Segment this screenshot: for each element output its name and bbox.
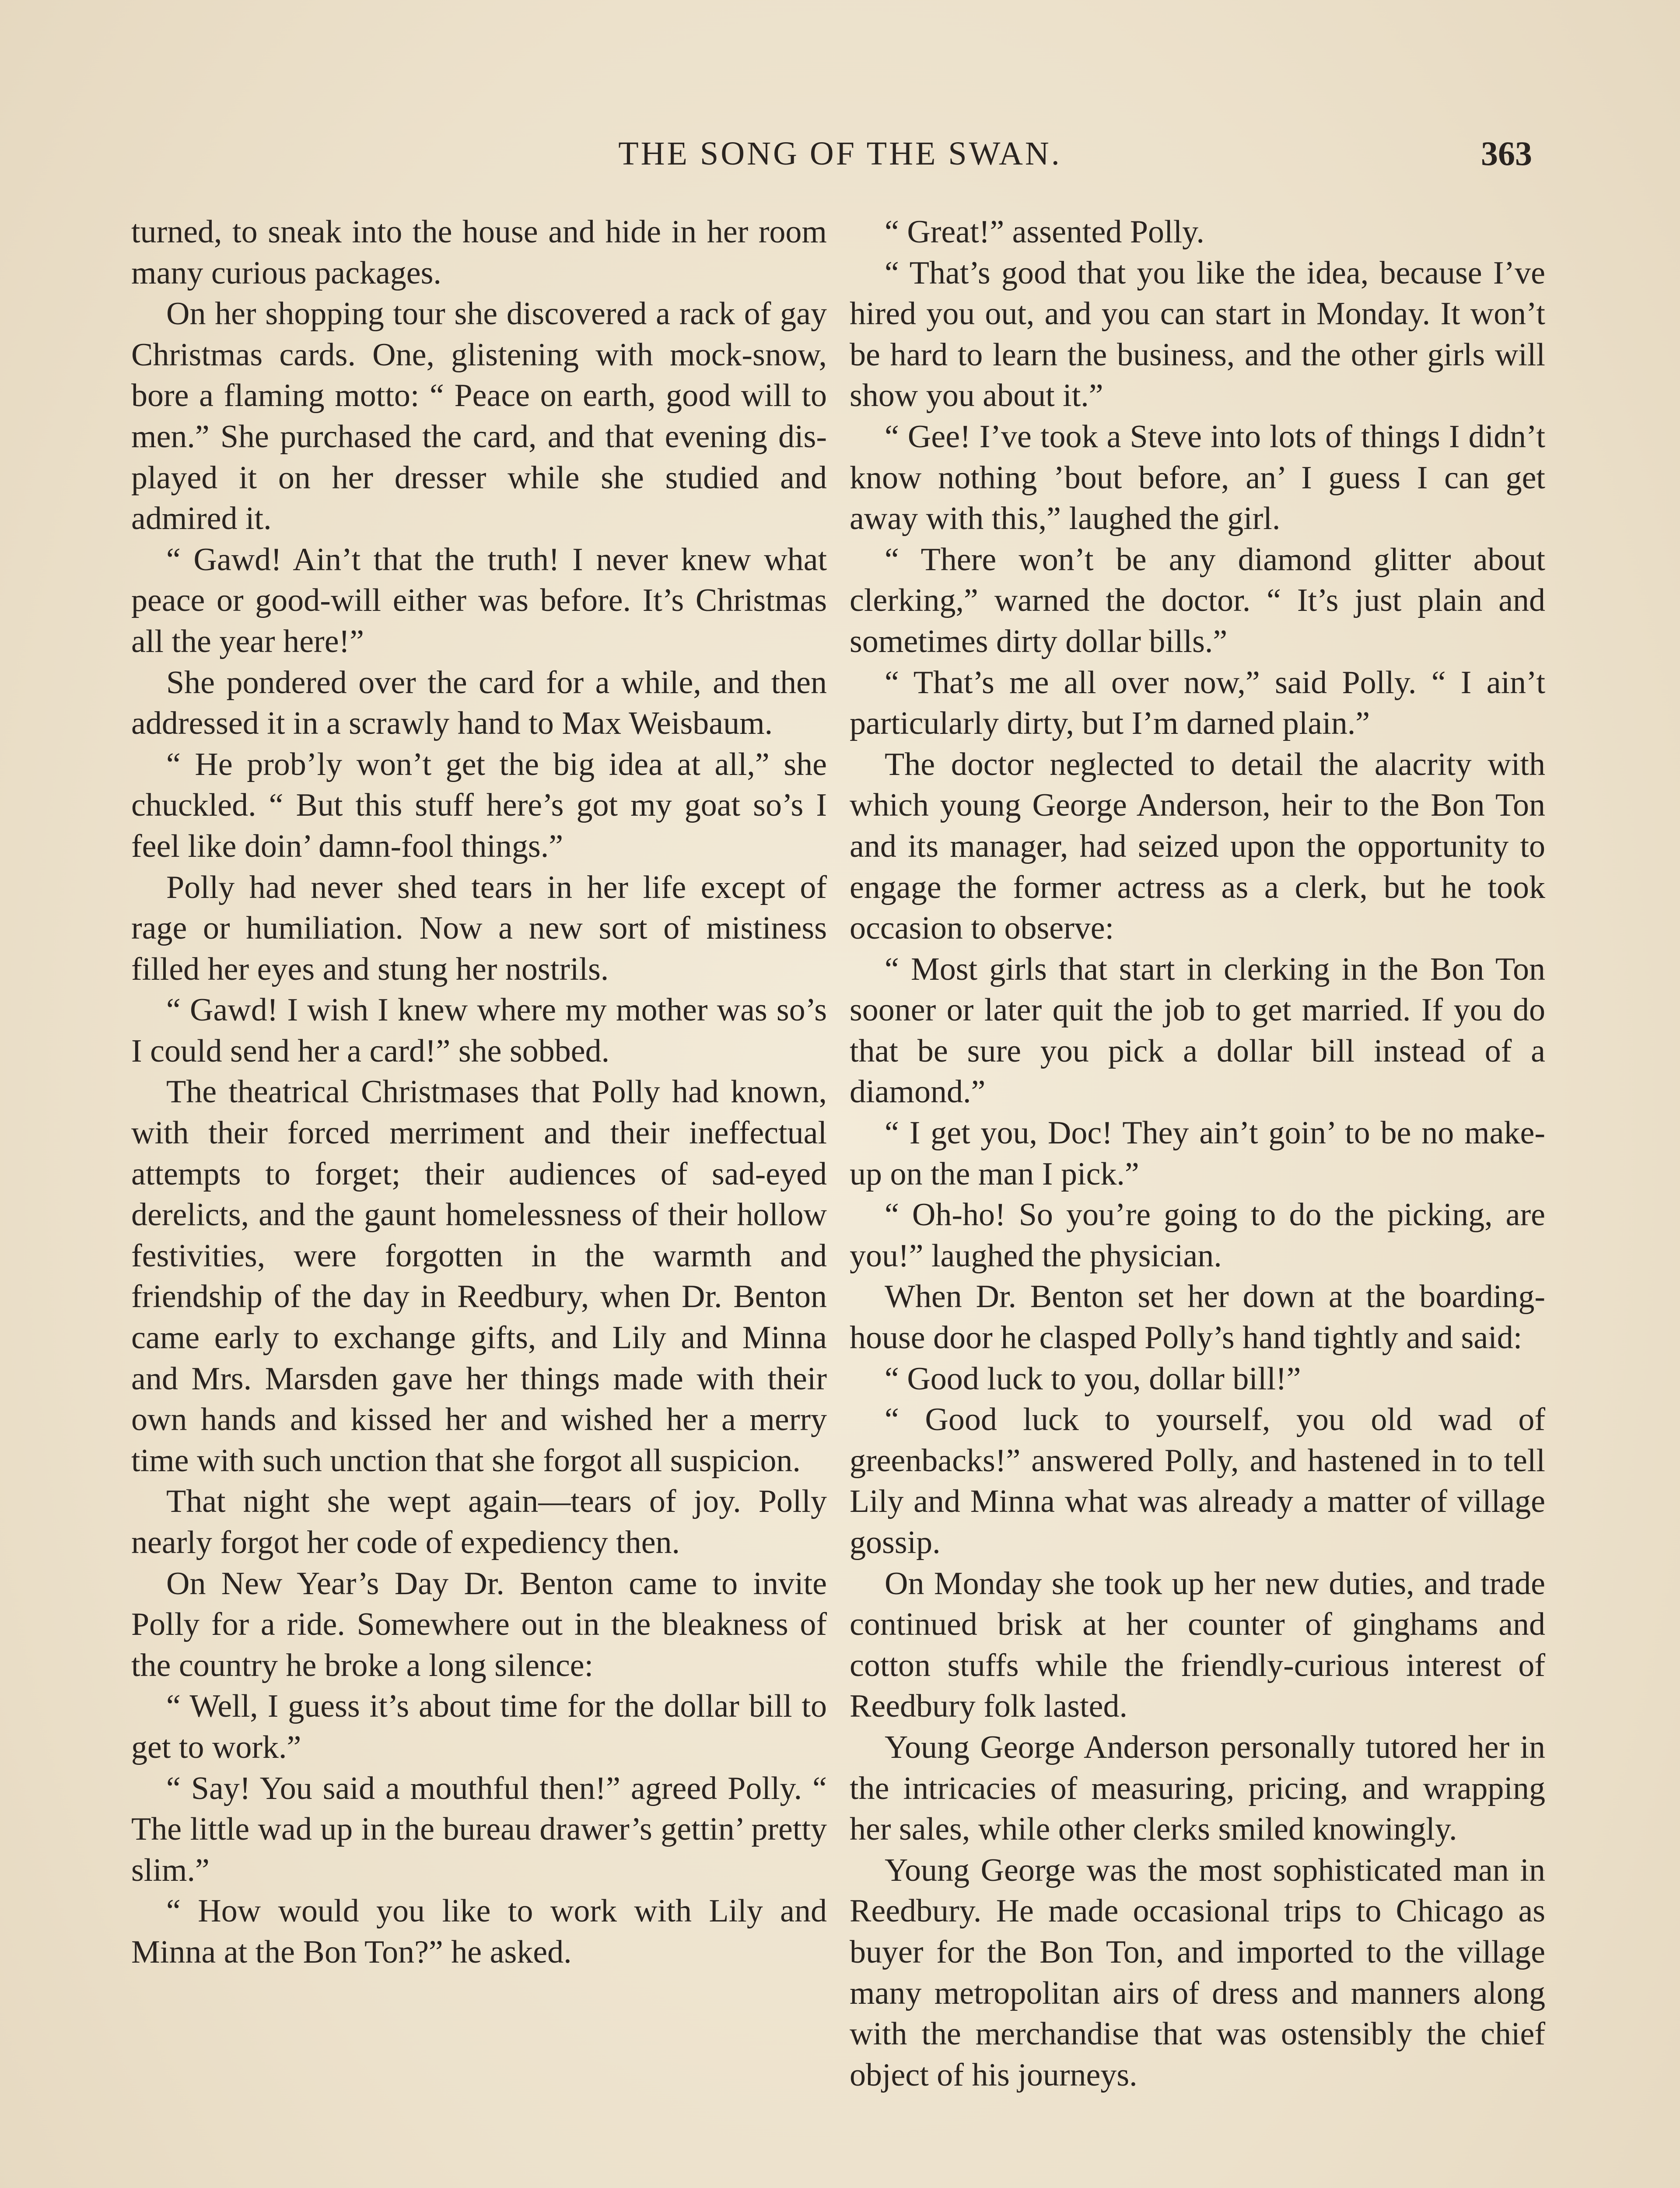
running-title: THE SONG OF THE SWAN. xyxy=(618,135,1062,172)
paragraph: Young George was the most sophisticated man in Reedbury. He made occasional trips to Chicago as buyer for the Bon Ton, and imported to the village many metropolitan airs of dress and manners along with the merchandise that was ostensibly the chief object of his journeys. xyxy=(850,1852,1545,2093)
paragraph: The doctor neglected to detail the alacrity with which young George Anderson, heir to the Bon Ton and its manager, had seized upon the opportunity to engage the former actress as a clerk, but he took occasion to observe: xyxy=(850,746,1545,947)
page-number: 363 xyxy=(1481,134,1532,172)
paragraph: “ That’s good that you like the idea, because I’ve hired you out, and you can start in Monday. It won’t be hard to learn the business, and the other girls will show you about it.” xyxy=(850,255,1545,414)
paragraph: “ Most girls that start in clerking in the Bon Ton sooner or later quit the job to get married. If you do that be sure you pick a dollar bill instead of a diamond.” xyxy=(850,951,1545,1110)
paragraph: “ I get you, Doc! They ain’t goin’ to be no make-up on the man I pick.” xyxy=(850,1115,1545,1192)
paragraph: On her shopping tour she discovered a rack of gay Christmas cards. One, glistening with mock-snow, bore a flaming motto: “ Peace on earth, good will to men.” She purchased the card, and that evening displayed it on her dresser while she studied and admired it. xyxy=(131,296,827,537)
paragraph: That night she wept again—tears of joy. Polly nearly forgot her code of expediency then. xyxy=(131,1483,827,1560)
paragraph: “ Say! You said a mouthful then!” agreed Polly. “ The little wad up in the bureau drawer’s gettin’ pretty slim.” xyxy=(131,1770,827,1888)
paragraph: “ Well, I guess it’s about time for the dollar bill to get to work.” xyxy=(131,1688,827,1765)
paragraph: “ Good luck to you, dollar bill!” xyxy=(885,1360,1301,1397)
paragraph: When Dr. Benton set her down at the boarding-house door he clasped Polly’s hand tightly and said: xyxy=(850,1279,1545,1356)
right-column xyxy=(850,212,1545,2096)
running-head xyxy=(0,130,1680,178)
paragraph: The theatrical Christmases that Polly had known, with their forced merriment and their ineffectual attempts to forget; their audiences of sad-eyed derelicts, and the gaunt homelessness of their hollow festivities, were forgotten in the warmth and friendship of the day in Reedbury, when Dr. Benton came early to exchange gifts, and Lily and Minna and Mrs. Marsden gave her things made with their own hands and kissed her and wished her a merry time with such unction that she forgot all suspicion. xyxy=(131,1074,827,1479)
paragraph: She pondered over the card for a while, and then addressed it in a scrawly hand to Max Weisbaum. xyxy=(131,664,827,742)
paragraph: “ Oh-ho! So you’re going to do the picking, are you!” laughed the physician. xyxy=(850,1197,1545,1274)
paragraph: “ Gawd! Ain’t that the truth! I never knew what peace or good-will either was before. It’s Christmas all the year here!” xyxy=(131,541,827,659)
paragraph: “ Gawd! I wish I knew where my mother was so’s I could send her a card!” she sobbed. xyxy=(131,992,827,1069)
paragraph: On New Year’s Day Dr. Benton came to invite Polly for a ride. Somewhere out in the bleakness of the country he broke a long silence: xyxy=(131,1565,827,1683)
paragraph: “ He prob’ly won’t get the big idea at all,” she chuckled. “ But this stuff here’s got my goat so’s I feel like doin’ damn-fool things.” xyxy=(131,746,827,864)
paragraph: “ Great!” assented Polly. xyxy=(885,214,1204,250)
left-column xyxy=(131,212,827,1973)
paragraph: turned, to sneak into the house and hide in her room many curious packages. xyxy=(131,214,827,291)
paragraph: “ Good luck to yourself, you old wad of greenbacks!” answered Polly, and hastened in to tell Lily and Minna what was already a matter of village gossip. xyxy=(850,1402,1545,1560)
paragraph: “ That’s me all over now,” said Polly. “ I ain’t particularly dirty, but I’m darned plain.” xyxy=(850,664,1545,742)
paragraph: Polly had never shed tears in her life except of rage or humiliation. Now a new sort of mistiness filled her eyes and stung her nostrils. xyxy=(131,869,827,987)
paragraph: “ Gee! I’ve took a Steve into lots of things I didn’t know nothing ’bout before, an’ I guess I can get away with this,” laughed the girl. xyxy=(850,418,1545,537)
paragraph: On Monday she took up her new duties, and trade continued brisk at her counter of ginghams and cotton stuffs while the friendly-curious interest of Reedbury folk lasted. xyxy=(850,1565,1545,1725)
paragraph: Young George Anderson personally tutored her in the intricacies of measuring, pricing, and wrapping her sales, while other clerks smiled knowingly. xyxy=(850,1729,1545,1848)
paragraph: “ How would you like to work with Lily and Minna at the Bon Ton?” he asked. xyxy=(131,1893,827,1970)
paragraph: “ There won’t be any diamond glitter about clerking,” warned the doctor. “ It’s just plain and sometimes dirty dollar bills.” xyxy=(850,541,1545,659)
